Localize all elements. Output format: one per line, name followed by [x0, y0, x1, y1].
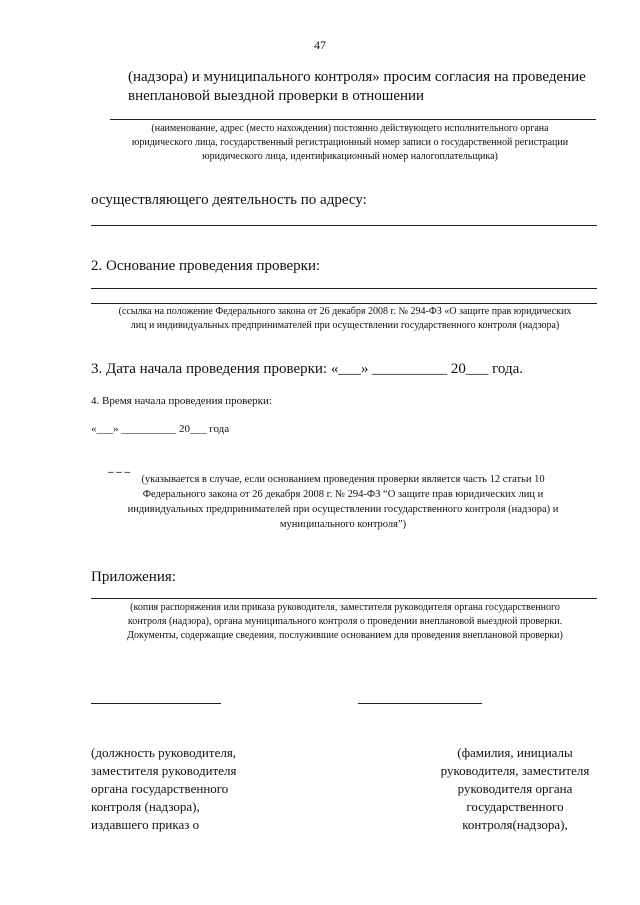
attachments-label: Приложения: — [91, 569, 176, 585]
signature-right-line-2: руководителя, заместителя — [440, 763, 590, 778]
signature-left-line — [91, 703, 221, 704]
signature-right-line-4: государственного — [466, 799, 564, 814]
address-field-line — [91, 225, 597, 226]
signature-left-line-4: контроля (надзора), — [91, 799, 200, 814]
page-number: 47 — [314, 38, 326, 52]
section2-caption-line-1: (ссылка на положение Федерального закона от 26 декабря 2008 г. № 294-ФЗ «О защите прав юридических — [118, 306, 572, 317]
address-label: осуществляющего деятельность по адресу: — [91, 192, 367, 208]
attachments-caption-line-2: контроля (надзора), органа муниципального контроля о проведении внеплановой выездной проверки. — [127, 616, 563, 627]
signature-left-caption — [91, 744, 236, 834]
signature-right-line-5: контроля(надзора), — [462, 817, 568, 832]
attachments-field-line — [91, 598, 597, 599]
signature-right-line-1: (фамилия, инициалы — [457, 745, 573, 760]
intro-paragraph — [128, 68, 598, 106]
signature-left-line-2: заместителя руководителя — [91, 763, 237, 778]
section2-caption — [85, 305, 605, 333]
note-line-4: муниципального контроля”) — [279, 519, 407, 530]
attachments-caption-line-3: Документы, содержащие сведения, послужившие основанием для проведения внеплановой проверки) — [127, 630, 563, 641]
intro-line-2: внеплановой выездной проверки в отношении — [128, 88, 425, 104]
entity-caption-line-3: юридического лица, идентификационный номер налогоплательщика) — [202, 151, 498, 162]
section4-date-line: «___» __________ 20___ года — [91, 423, 230, 435]
entity-caption-line-1: (наименование, адрес (место нахождения) постоянно действующего исполнительного органа — [151, 123, 549, 134]
section3-label: 3. Дата начала проведения проверки: «___» __________ 20___ года. — [91, 361, 523, 377]
attachments-caption — [90, 601, 600, 643]
note-line-2: Федерального закона от 26 декабря 2008 г. № 294-ФЗ “О защите прав юридических лиц и — [142, 489, 544, 500]
note-caption — [108, 472, 578, 532]
signature-left-line-5: издавшего приказ о — [91, 817, 200, 832]
signature-right-line — [358, 703, 482, 704]
attachments-caption-line-1: (копия распоряжения или приказа руководителя, заместителя руководителя органа государственного — [130, 602, 560, 613]
signature-left-line-3: органа государственного — [91, 781, 229, 796]
entity-field-line — [110, 119, 596, 120]
signature-right-caption — [420, 744, 610, 834]
signature-left-line-1: (должность руководителя, — [91, 745, 237, 760]
note-line-1: (указывается в случае, если основанием проведения проверки является часть 12 статьи 10 — [141, 474, 545, 485]
section2-field-line-2 — [91, 303, 597, 304]
note-line-3: индивидуальных предпринимателей при осуществлении государственного контроля (надзора) и — [127, 504, 559, 515]
intro-line-1: (надзора) и муниципального контроля» просим согласия на проведение — [128, 69, 586, 85]
section4-label: 4. Время начала проведения проверки: — [91, 395, 272, 407]
signature-right-line-3: руководителя органа — [457, 781, 573, 796]
section2-label: 2. Основание проведения проверки: — [91, 258, 321, 274]
note-dash: _ _ _ — [108, 462, 130, 474]
section2-caption-line-2: лиц и индивидуальных предпринимателей при осуществлении государственного контроля (надзора) — [130, 320, 560, 331]
section2-field-line-1 — [91, 288, 597, 289]
entity-caption-line-2: юридического лица, государственный регистрационный номер записи о государственной регистрации — [131, 137, 569, 148]
entity-caption — [100, 122, 600, 164]
